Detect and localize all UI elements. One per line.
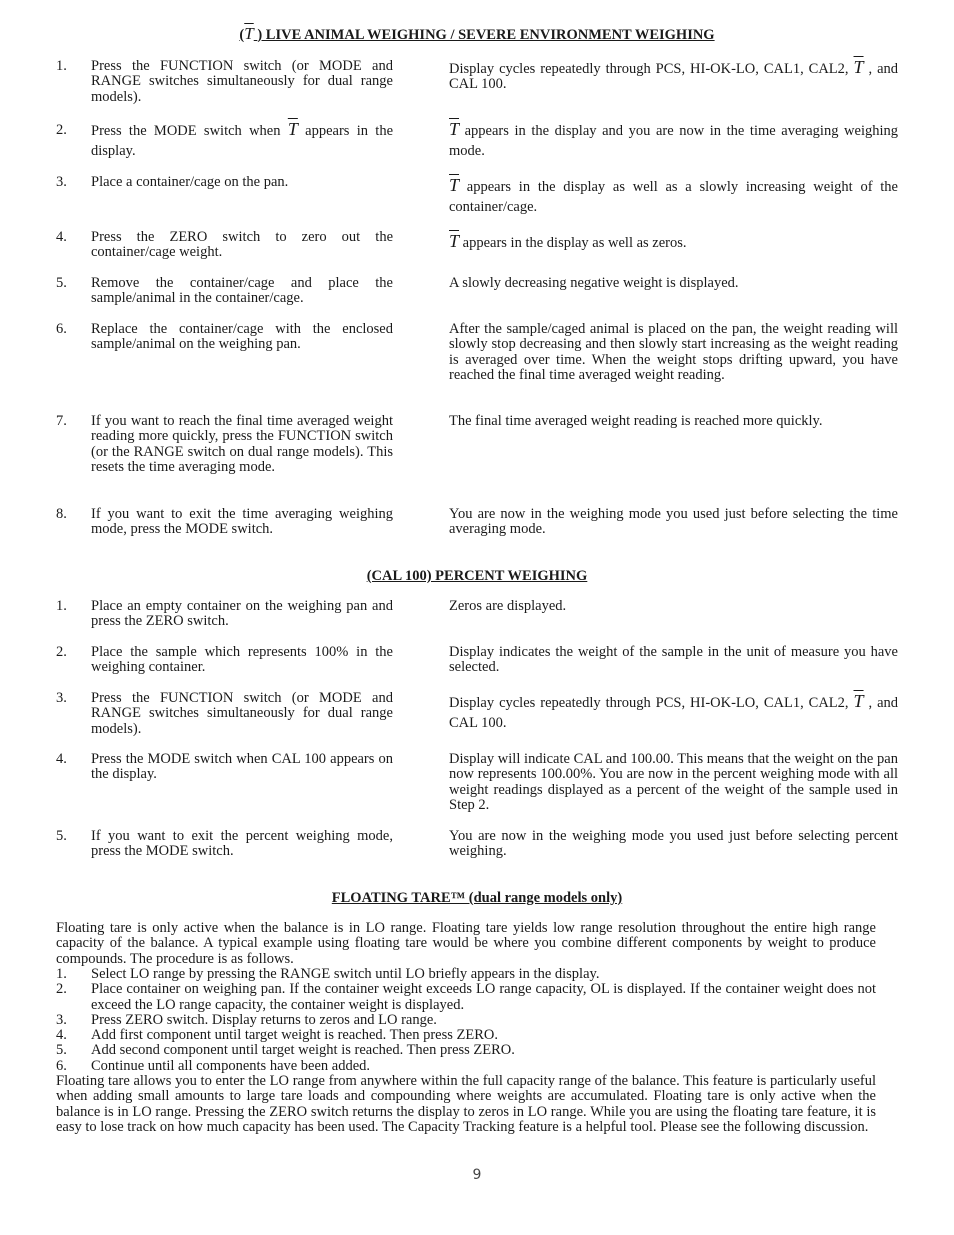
floating-tare-procedure [56,967,876,1074]
section-heading-percent-weighing: (CAL 100) PERCENT WEIGHING [366,568,588,584]
step-instruction: If you want to reach the final time averaged weight reading more quickly, press the FUNCTION switch (or the RANGE switch on dual range models). This resets the time averaging mode. [91,413,393,475]
step-instruction: Press the ZERO switch to zero out the container/cage weight. [91,229,393,261]
step-result: $\overline{T}$ appears in the display as well as zeros. [449,231,687,251]
t-bar-symbol: $\overline{T}$ [449,175,460,195]
step-result: You are now in the weighing mode you used just before selecting percent weighing. [449,828,898,860]
step-instruction: Press the FUNCTION switch (or MODE and RANGE switches simultaneously for dual range models). [91,690,393,737]
section-title-text: ) LIVE ANIMAL WEIGHING / SEVERE ENVIRONMENT WEIGHING [257,27,715,43]
step-instruction: Place an empty container on the weighing pan and press the ZERO switch. [91,598,393,630]
step-instruction: Place the sample which represents 100% in the weighing container. [91,644,393,676]
step-number: 1. [56,598,67,614]
step-number: 5. [56,828,67,844]
step-instruction: Press the FUNCTION switch (or MODE and RANGE switches simultaneously for dual range models). [91,58,393,105]
step-instruction: Place a container/cage on the pan. [91,174,289,190]
step-number: 3. [56,690,67,706]
floating-tare-outro: Floating tare allows you to enter the LO range from anywhere within the full capacity range of the balance. This feature is particularly useful when adding small amounts to large tare loads and compounding where weights are accumulated. Floating tare is only active when the balance is in LO range. Pressing the ZERO switch returns the display to zeros in LO range. While you are using the floating tare feature, it is easy to lose track on how much capacity has been used. The Capacity Tracking feature is a helpful tool. Please see the following discussion. [56,1073,876,1135]
t-bar-symbol: $\overline{T}$ [449,119,460,139]
step-result: You are now in the weighing mode you used just before selecting the time averaging mode. [449,506,898,538]
floating-tare-intro: Floating tare is only active when the balance is in LO range. Floating tare yields low range resolution throughout the entire high range capacity of the balance. A typical example using floating tare would be where you combine different components by weight to produce compounds. The procedure is as follows. [56,920,876,967]
step-number: 4. [56,229,67,245]
step-result: Display will indicate CAL and 100.00. This means that the weight on the pan now represents 100.00%. You are now in the percent weighing mode with all weight readings displayed as a percent of the weight of the sample used in Step 2. [449,751,898,813]
section-heading-live-animal: (T ) LIVE ANIMAL WEIGHING / SEVERE ENVIRONMENT WEIGHING [239,24,715,43]
list-item: 5. Add second component until target weight is reached. Then press ZERO. [56,1042,515,1059]
step-number: 6. [56,321,67,337]
list-item: 6. Continue until all components have been added. [56,1057,371,1074]
step-result: Display cycles repeatedly through PCS, HI-OK-LO, CAL1, CAL2, $\overline{T}$ , and CAL 100. [449,691,899,731]
t-bar-symbol: $\overline{T}$ [853,691,864,711]
step-result: Zeros are displayed. [449,598,567,614]
step-instruction: Press the MODE switch when CAL 100 appears on the display. [91,751,393,783]
step-number: 7. [56,413,67,429]
step-number: 8. [56,506,67,522]
step-number: 2. [56,122,67,138]
list-item: 3. Press ZERO switch. Display returns to zeros and LO range. [56,1011,437,1028]
step-instruction: If you want to exit the percent weighing mode, press the MODE switch. [91,828,393,860]
step-result: A slowly decreasing negative weight is displayed. [449,275,739,291]
step-instruction: Replace the container/cage with the enclosed sample/animal on the weighing pan. [91,321,393,353]
list-item: 4. Add first component until target weight is reached. Then press ZERO. [56,1027,498,1044]
list-item: 2. Place container on weighing pan. If the container weight exceeds LO range capacity, OL is displayed. If the container weight does not exceed the LO range capacity, the container weight is displayed. [56,981,876,1013]
step-number: 4. [56,751,67,767]
step-result: Display cycles repeatedly through PCS, HI-OK-LO, CAL1, CAL2, $\overline{T}$ , and CAL 100. [449,57,899,93]
step-number: 2. [56,644,67,660]
step-result: The final time averaged weight reading is reached more quickly. [449,413,823,429]
t-bar-symbol: $\overline{T}$ [449,231,460,251]
t-bar-symbol: $\overline{T}$ [853,57,864,77]
step-result: Display indicates the weight of the sample in the unit of measure you have selected. [449,644,898,676]
page-number: 9 [472,1167,482,1183]
step-result: $\overline{T}$ appears in the display and you are now in the time averaging weighing mode. [449,119,898,159]
list-item: 1. Select LO range by pressing the RANGE switch until LO briefly appears in the display. [56,966,600,982]
section-heading-floating-tare: FLOATING TARE™ (dual range models only) [331,890,623,906]
step-instruction: Press the MODE switch when $\overline{T}$ appears in the display. [91,119,394,159]
step-instruction: If you want to exit the time averaging weighing mode, press the MODE switch. [91,506,393,538]
step-result: $\overline{T}$ appears in the display as well as a slowly increasing weight of the container/cage. [449,175,898,215]
step-number: 3. [56,174,67,190]
t-bar-symbol: T [244,24,254,43]
step-instruction: Remove the container/cage and place the sample/animal in the container/cage. [91,275,393,307]
step-number: 1. [56,58,67,74]
step-number: 5. [56,275,67,291]
t-bar-symbol: $\overline{T}$ [287,119,298,139]
step-result: After the sample/caged animal is placed on the pan, the weight reading will slowly stop decreasing and then slowly start increasing as the weight reading is averaged over time. When the weight stops drifting upward, you have reached the final time averaged weight reading. [449,321,898,383]
